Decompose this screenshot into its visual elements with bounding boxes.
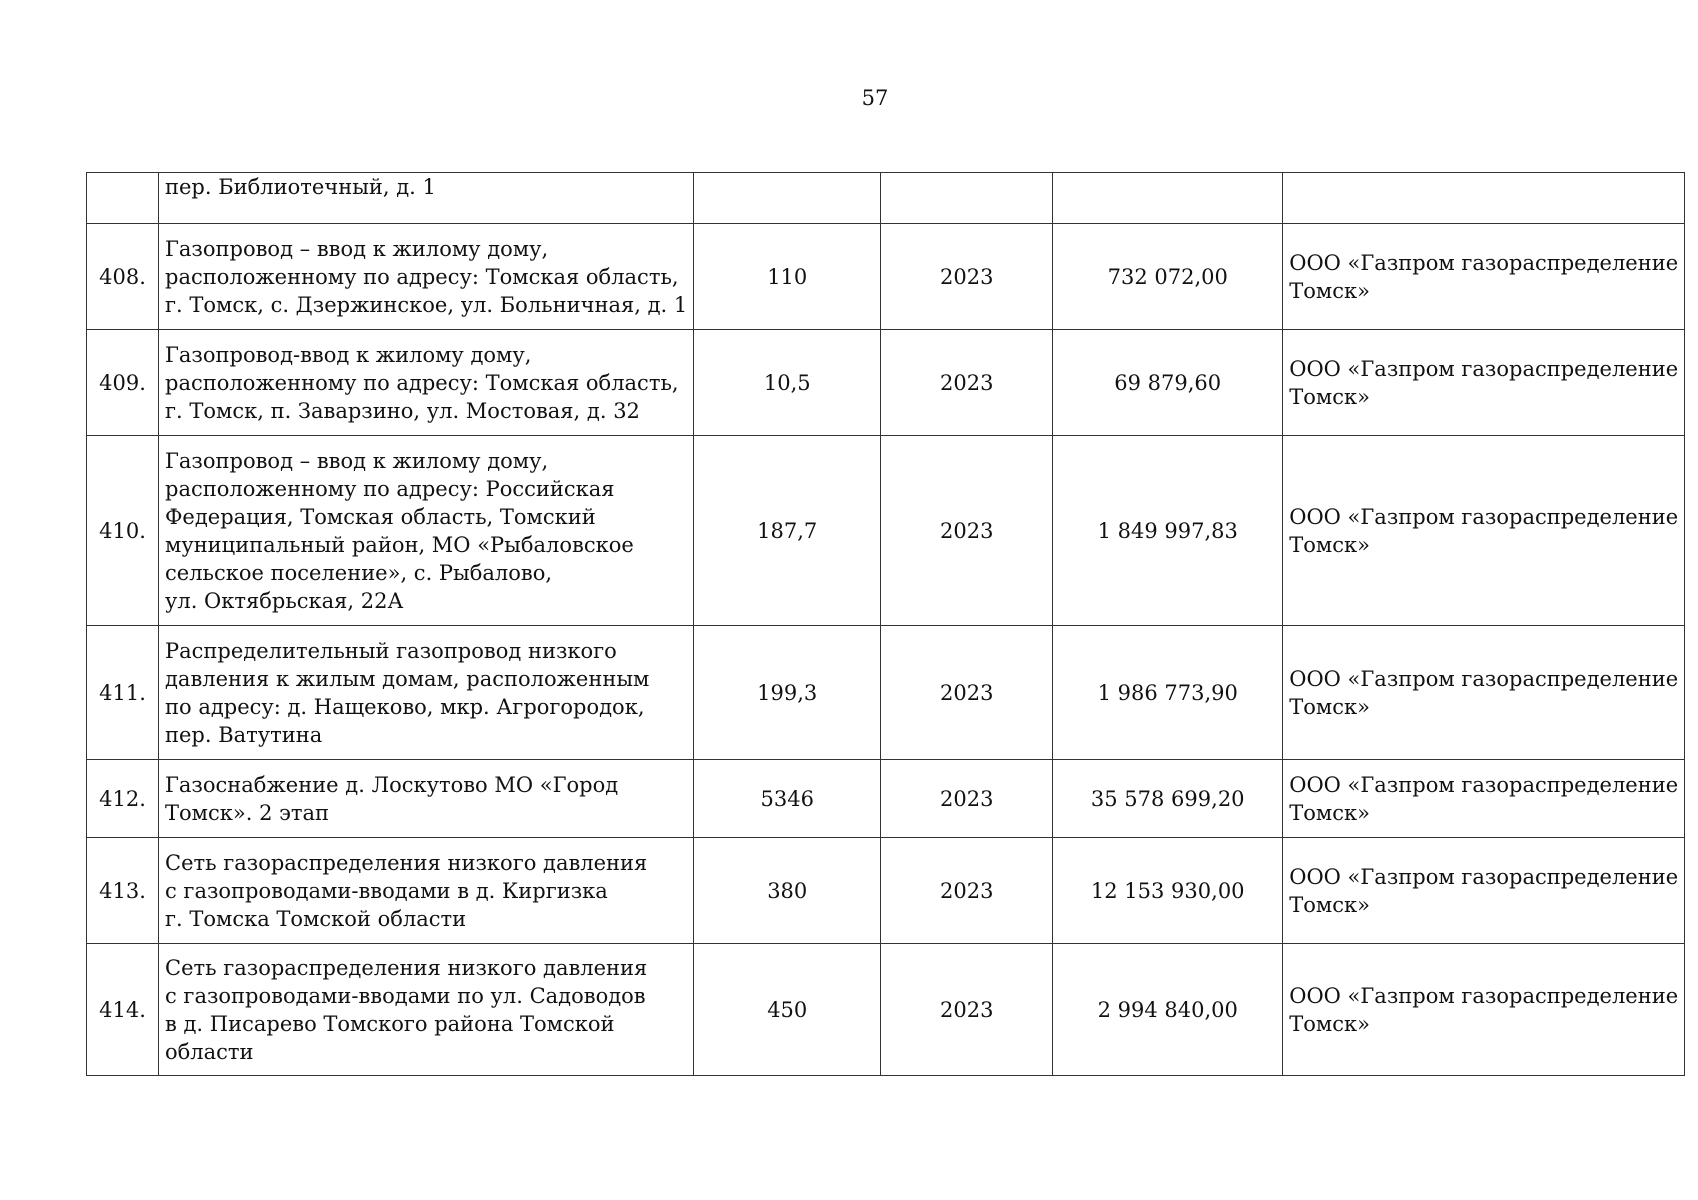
organization-line: ООО «Газпром газораспределение xyxy=(1289,983,1679,1008)
row-number: 410. xyxy=(87,436,159,626)
table-row xyxy=(87,760,1685,838)
organization-cell xyxy=(1283,436,1685,626)
object-name-line: пер. Библиотечный, д. 1 xyxy=(165,175,436,199)
pipeline-length: 450 xyxy=(694,944,881,1076)
object-name-cell xyxy=(159,838,694,944)
table-row xyxy=(87,224,1685,330)
object-name-line: г. Томск, с. Дзержинское, ул. Больничная, д. 1 xyxy=(165,292,688,317)
object-name-line: г. Томск, п. Заварзино, ул. Мостовая, д. 32 xyxy=(165,398,640,423)
object-name-line: сельское поселение», с. Рыбалово, xyxy=(165,560,553,585)
object-name-cell xyxy=(159,173,694,224)
pipeline-length: 199,3 xyxy=(694,626,881,760)
organization-cell xyxy=(1283,944,1685,1076)
cost-value: 1 986 773,90 xyxy=(1053,626,1283,760)
table-row xyxy=(87,173,1685,224)
cost-value: 732 072,00 xyxy=(1053,224,1283,330)
table-row xyxy=(87,436,1685,626)
commission-year: 2023 xyxy=(881,760,1053,838)
organization-line: ООО «Газпром газораспределение xyxy=(1289,250,1679,275)
cost-value: 2 994 840,00 xyxy=(1053,944,1283,1076)
object-name-line: г. Томска Томской области xyxy=(165,906,467,931)
organization-cell xyxy=(1283,838,1685,944)
table-row xyxy=(87,626,1685,760)
organization-line: Томск» xyxy=(1289,1011,1370,1036)
organization-line: ООО «Газпром газораспределение xyxy=(1289,772,1679,797)
row-number: 411. xyxy=(87,626,159,760)
object-name-cell xyxy=(159,330,694,436)
object-name-line: Газопровод – ввод к жилому дому, xyxy=(165,236,549,261)
object-name-line: Газопровод – ввод к жилому дому, xyxy=(165,448,549,473)
cost-value: 1 849 997,83 xyxy=(1053,436,1283,626)
object-name-line: расположенному по адресу: Томская область, xyxy=(165,264,679,289)
organization-line: Томск» xyxy=(1289,384,1370,409)
row-number: 409. xyxy=(87,330,159,436)
object-name-cell xyxy=(159,224,694,330)
cost-value: 12 153 930,00 xyxy=(1053,838,1283,944)
object-name-line: Сеть газораспределения низкого давления xyxy=(165,850,648,875)
object-name-line: Федерация, Томская область, Томский xyxy=(165,504,596,529)
commission-year: 2023 xyxy=(881,944,1053,1076)
cost-value: 35 578 699,20 xyxy=(1053,760,1283,838)
object-name-line: Томск». 2 этап xyxy=(165,800,330,825)
organization-cell xyxy=(1283,224,1685,330)
object-name-line: по адресу: д. Нащеково, мкр. Агрогородок, xyxy=(165,694,645,719)
organization-cell xyxy=(1283,626,1685,760)
organization-line: ООО «Газпром газораспределение xyxy=(1289,666,1679,691)
commission-year: 2023 xyxy=(881,224,1053,330)
commission-year: 2023 xyxy=(881,330,1053,436)
commission-year: 2023 xyxy=(881,436,1053,626)
object-name-cell xyxy=(159,436,694,626)
object-name-line: в д. Писарево Томского района Томской xyxy=(165,1011,615,1036)
row-number: 412. xyxy=(87,760,159,838)
row-number: 408. xyxy=(87,224,159,330)
commission-year: 2023 xyxy=(881,838,1053,944)
object-name-line: пер. Ватутина xyxy=(165,722,323,747)
gas-pipeline-table xyxy=(86,172,1685,1076)
organization-line: ООО «Газпром газораспределение xyxy=(1289,864,1679,889)
pipeline-length: 110 xyxy=(694,224,881,330)
object-name-line: давления к жилым домам, расположенным xyxy=(165,666,650,691)
organization-cell xyxy=(1283,330,1685,436)
cost-value: 69 879,60 xyxy=(1053,330,1283,436)
pipeline-length: 187,7 xyxy=(694,436,881,626)
object-name-line: Распределительный газопровод низкого xyxy=(165,638,617,663)
organization-line: Томск» xyxy=(1289,800,1370,825)
row-number xyxy=(87,173,159,224)
pipeline-length: 10,5 xyxy=(694,330,881,436)
organization-line: ООО «Газпром газораспределение xyxy=(1289,504,1679,529)
organization-line: ООО «Газпром газораспределение xyxy=(1289,356,1679,381)
object-name-cell xyxy=(159,944,694,1076)
organization-line: Томск» xyxy=(1289,892,1370,917)
object-name-line: расположенному по адресу: Российская xyxy=(165,476,615,501)
row-number: 414. xyxy=(87,944,159,1076)
table-row xyxy=(87,838,1685,944)
commission-year xyxy=(881,173,1053,224)
organization-line: Томск» xyxy=(1289,278,1370,303)
organization-cell xyxy=(1283,173,1685,224)
cost-value xyxy=(1053,173,1283,224)
object-name-line: Газопровод-ввод к жилому дому, xyxy=(165,342,532,367)
pipeline-length: 5346 xyxy=(694,760,881,838)
object-name-line: области xyxy=(165,1039,254,1064)
organization-line: Томск» xyxy=(1289,532,1370,557)
object-name-line: расположенному по адресу: Томская область, xyxy=(165,370,679,395)
table-row xyxy=(87,944,1685,1076)
object-name-line: с газопроводами-вводами в д. Киргизка xyxy=(165,878,608,903)
pipeline-length: 380 xyxy=(694,838,881,944)
object-name-line: Сеть газораспределения низкого давления xyxy=(165,955,648,980)
row-number: 413. xyxy=(87,838,159,944)
commission-year: 2023 xyxy=(881,626,1053,760)
organization-cell xyxy=(1283,760,1685,838)
page-number: 57 xyxy=(861,86,889,110)
object-name-line: муниципальный район, МО «Рыбаловское xyxy=(165,532,634,557)
object-name-line: ул. Октябрьская, 22А xyxy=(165,588,404,613)
organization-line: Томск» xyxy=(1289,694,1370,719)
table-row xyxy=(87,330,1685,436)
object-name-cell xyxy=(159,760,694,838)
object-name-line: с газопроводами-вводами по ул. Садоводов xyxy=(165,983,646,1008)
pipeline-length xyxy=(694,173,881,224)
object-name-cell xyxy=(159,626,694,760)
object-name-line: Газоснабжение д. Лоскутово МО «Город xyxy=(165,772,619,797)
